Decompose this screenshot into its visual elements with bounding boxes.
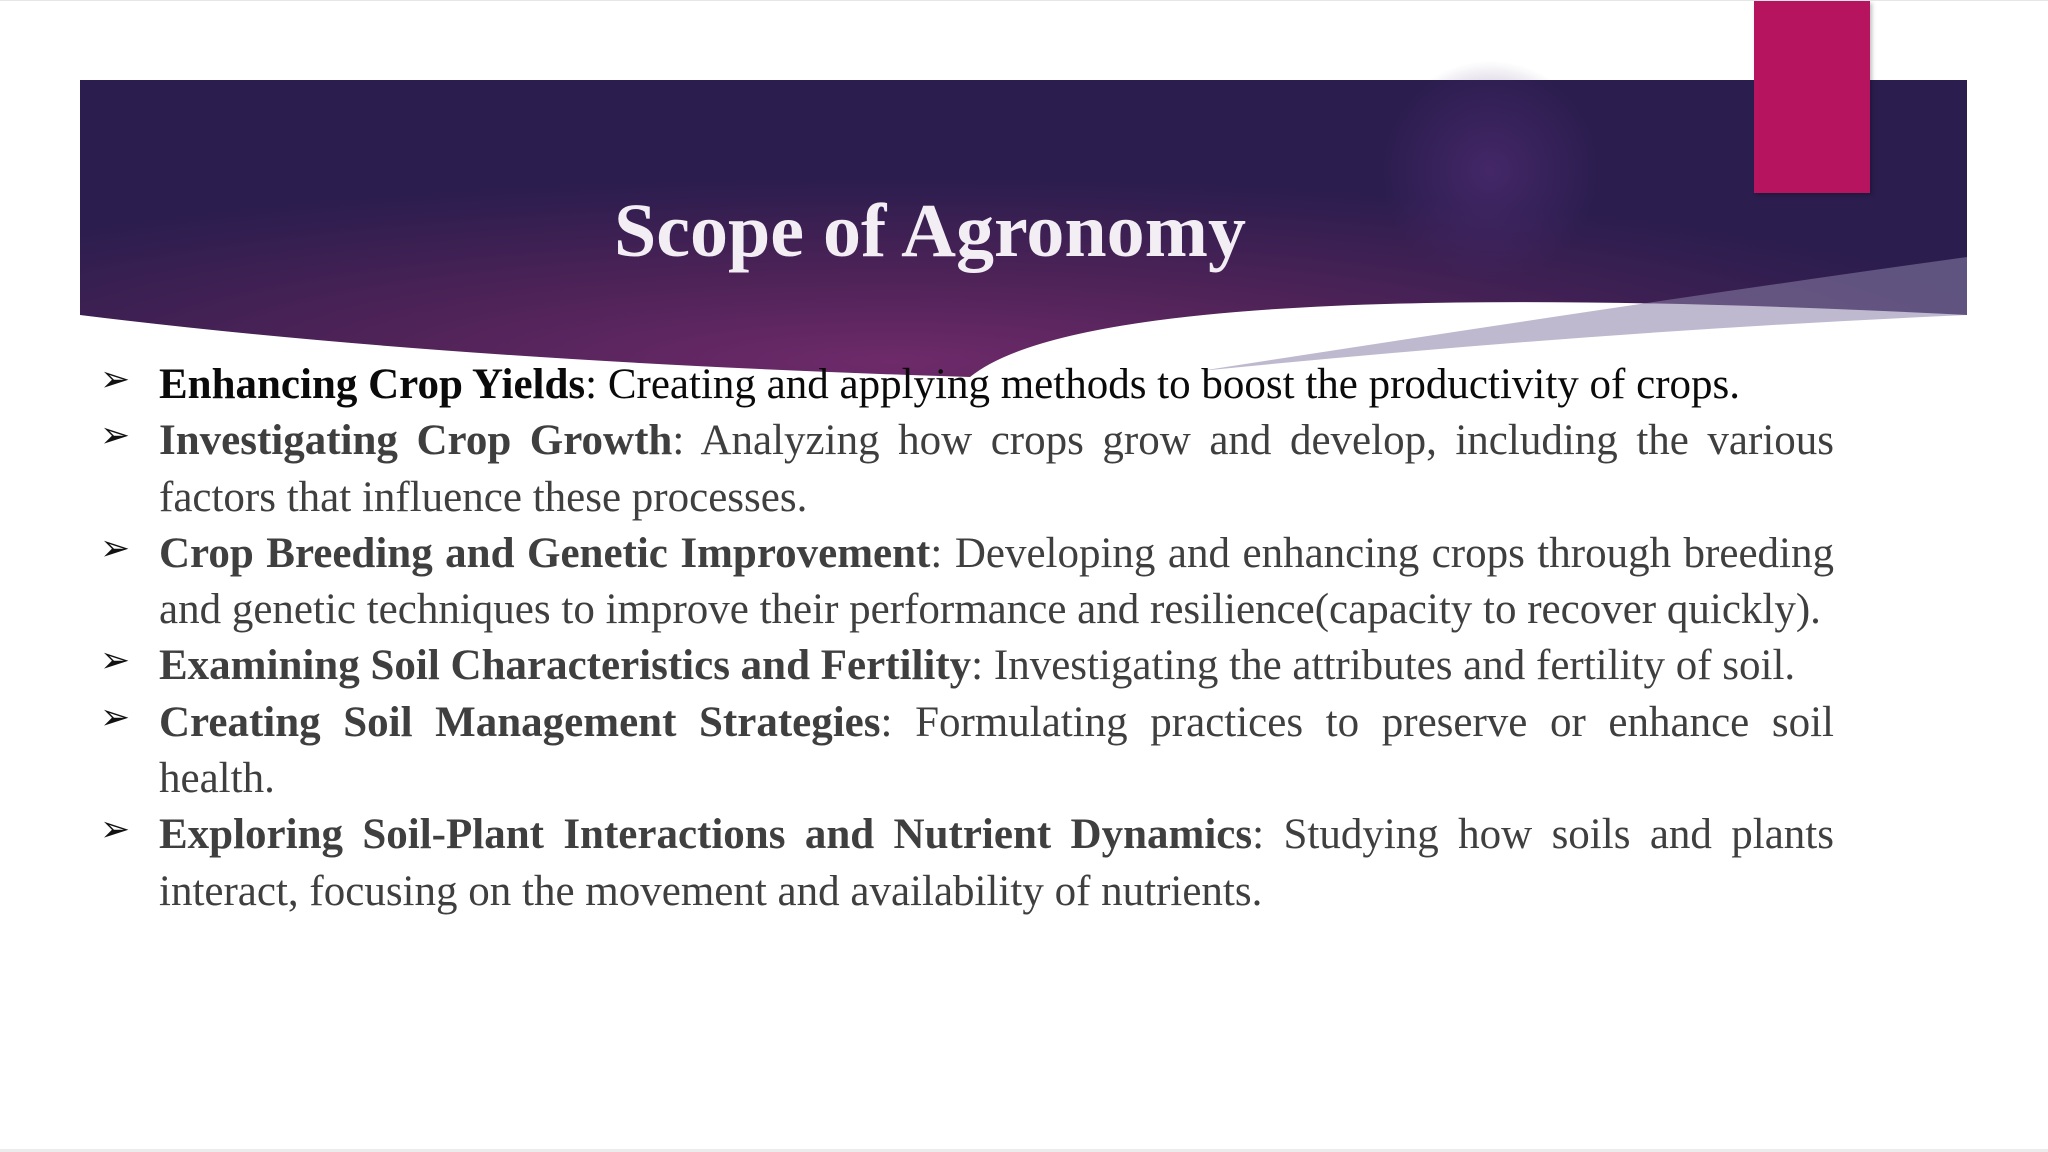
- bullet-term: Investigating Crop Growth: [159, 417, 673, 465]
- bullet-separator: :: [1252, 811, 1265, 859]
- accent-tab: [1754, 1, 1870, 193]
- list-item: [100, 526, 1834, 639]
- bullet-separator: :: [880, 698, 893, 746]
- bullet-separator: :: [930, 529, 943, 577]
- bullet-term: Crop Breeding and Genetic Improvement: [159, 529, 931, 577]
- bullet-separator: :: [585, 361, 598, 408]
- arrowhead-bullet-icon: ➢: [100, 359, 131, 399]
- list-item: [100, 807, 1834, 920]
- bullet-term: Creating Soil Management Strategies: [159, 698, 881, 746]
- list-item: [100, 695, 1834, 808]
- list-item: [100, 357, 1834, 413]
- list-item: [100, 638, 1834, 694]
- list-item: [100, 413, 1834, 526]
- bullet-text: Creating and applying methods to boost the productivity of crops.: [597, 361, 1740, 408]
- arrowhead-bullet-icon: ➢: [100, 696, 131, 737]
- arrowhead-bullet-icon: ➢: [100, 640, 131, 681]
- bullet-text: Investigating the attributes and fertility of soil.: [983, 642, 1796, 690]
- arrowhead-bullet-icon: ➢: [100, 809, 131, 850]
- arrowhead-bullet-icon: ➢: [100, 527, 131, 568]
- bullet-text: Formulating practices to preserve or enhance soil health.: [159, 698, 1834, 803]
- bullet-list: [100, 357, 1834, 920]
- bullet-term: Enhancing Crop Yields: [159, 361, 586, 408]
- bullet-text: Studying how soils and plants interact, focusing on the movement and availability of nutrients.: [159, 811, 1834, 915]
- bullet-term: Exploring Soil-Plant Interactions and Nutrient Dynamics: [159, 811, 1253, 859]
- arrowhead-bullet-icon: ➢: [100, 415, 131, 456]
- bullet-text: Analyzing how crops grow and develop, including the various factors that influence these processes.: [159, 417, 1834, 521]
- bullet-text: Developing and enhancing crops through breeding and genetic techniques to improve their performance and resilience(capacity to recover quickly).: [159, 529, 1834, 634]
- bullet-term: Examining Soil Characteristics and Fertility: [159, 642, 972, 690]
- bullet-separator: :: [971, 642, 984, 690]
- bullet-separator: :: [672, 417, 685, 465]
- slide-title: Scope of Agronomy: [614, 189, 1246, 273]
